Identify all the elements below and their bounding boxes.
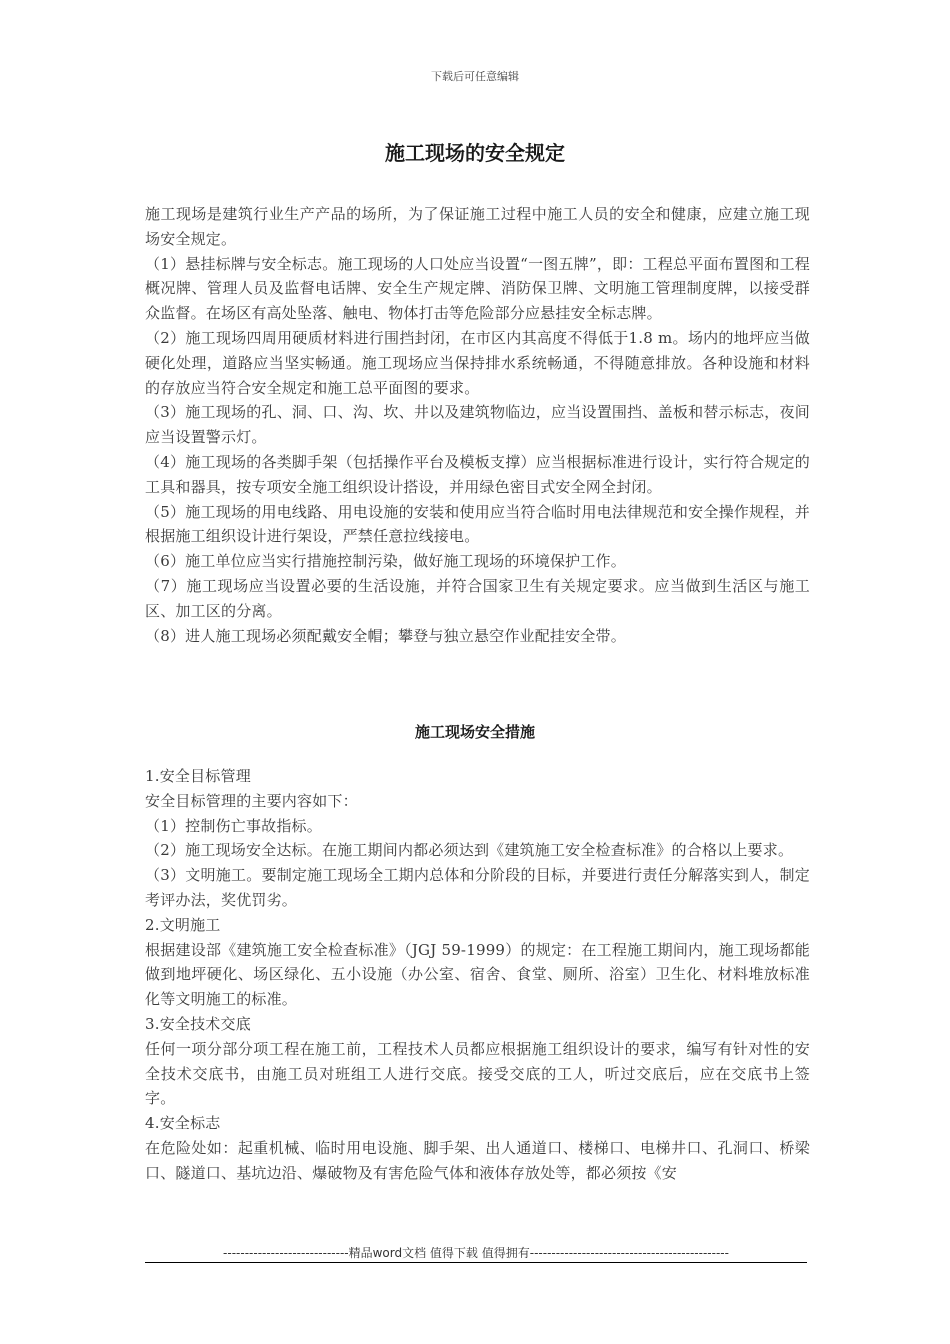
rule-paragraph: （3）施工现场的孔、洞、口、沟、坎、井以及建筑物临边，应当设置围挡、盖板和替示标志，夜间应当设置警示灯。 [145, 403, 810, 447]
rule-paragraph: （7）施工现场应当设置必要的生活设施，并符合国家卫生有关规定要求。应当做到生活区与施工区、加工区的分离。 [145, 576, 810, 620]
measure-heading: 1.安全目标管理 [145, 767, 251, 785]
measure-paragraph: 根据建设部《建筑施工安全检查标准》（JGJ 59-1999）的规定：在工程施工期间内，施工现场都能做到地坪硬化、场区绿化、五小设施（办公室、宿舍、食堂、厕所、浴室）卫生化、材料堆放标准化等文明施工的标准。 [145, 940, 810, 1009]
rule-paragraph: （5）施工现场的用电线路、用电设施的安装和使用应当符合临时用电法律规范和安全操作规程，并根据施工组织设计进行架设，严禁任意拉线接电。 [145, 502, 810, 546]
measure-heading: 2.文明施工 [145, 915, 221, 934]
section-heading: 施工现场安全措施 [414, 723, 535, 741]
measure-paragraph: （3）文明施工。要制定施工现场全工期内总体和分阶段的目标，并要进行责任分解落实到人，制定考评办法，奖优罚劣。 [145, 866, 810, 909]
measure-heading: 4.安全标志 [145, 1114, 221, 1133]
measure-heading: 3.安全技术交底 [145, 1014, 251, 1033]
measure-paragraph: 在危险处如：起重机械、临时用电设施、脚手架、出人通道口、楼梯口、电梯井口、孔洞口、桥梁口、隧道口、基坑边沿、爆破物及有害危险气体和液体存放处等，都必须按《安 [145, 1138, 810, 1182]
footer-divider [145, 1262, 807, 1263]
measure-paragraph: 安全目标管理的主要内容如下： [145, 791, 358, 810]
document-title: 施工现场的安全规定 [385, 141, 565, 165]
footer-note: -----------------------------精品word文档 值得下载 值得拥有---------------------------------------------- [223, 1246, 729, 1260]
rule-paragraph: （8）进人施工现场必须配戴安全帽；攀登与独立悬空作业配挂安全带。 [145, 626, 626, 645]
measure-paragraph: （1）控制伤亡事故指标。 [145, 816, 322, 835]
rule-paragraph: （1）悬挂标牌与安全标志。施工现场的人口处应当设置“一图五牌”，即：工程总平面布置图和工程概况牌、管理人员及监督电话牌、安全生产规定牌、消防保卫牌、文明施工管理制度牌，以接受群众监督。在场区有高处坠落、触电、物体打击等危险部分应悬挂安全标志牌。 [145, 254, 810, 323]
rule-paragraph: （6）施工单位应当实行措施控制污染，做好施工现场的环境保护工作。 [145, 552, 626, 571]
intro-paragraph: 施工现场是建筑行业生产产品的场所，为了保证施工过程中施工人员的安全和健康，应建立施工现场安全规定。 [145, 205, 810, 248]
safety-rules-section [145, 202, 810, 648]
safety-measures-section [145, 764, 810, 1186]
rule-paragraph: （4）施工现场的各类脚手架（包括操作平台及模板支撑）应当根据标准进行设计，实行符合规定的工具和器具，按专项安全施工组织设计搭设，并用绿色密目式安全网全封闭。 [145, 452, 810, 496]
rule-paragraph: （2）施工现场四周用硬质材料进行围挡封闭，在市区内其高度不得低于1.8 m。场内的地坪应当做硬化处理，道路应当坚实畅通。施工现场应当保持排水系统畅通，不得随意排放。各种设施和材料的存放应当符合安全规定和施工总平面图的要求。 [145, 328, 810, 397]
measure-paragraph: （2）施工现场安全达标。在施工期间内都必须达到《建筑施工安全检查标准》的合格以上要求。 [145, 841, 794, 860]
measure-paragraph: 任何一项分部分项工程在施工前，工程技术人员都应根据施工组织设计的要求，编写有针对性的安全技术交底书，由施工员对班组工人进行交底。接受交底的工人，听过交底后，应在交底书上签字。 [145, 1039, 810, 1108]
header-note: 下载后可任意编辑 [431, 70, 519, 83]
